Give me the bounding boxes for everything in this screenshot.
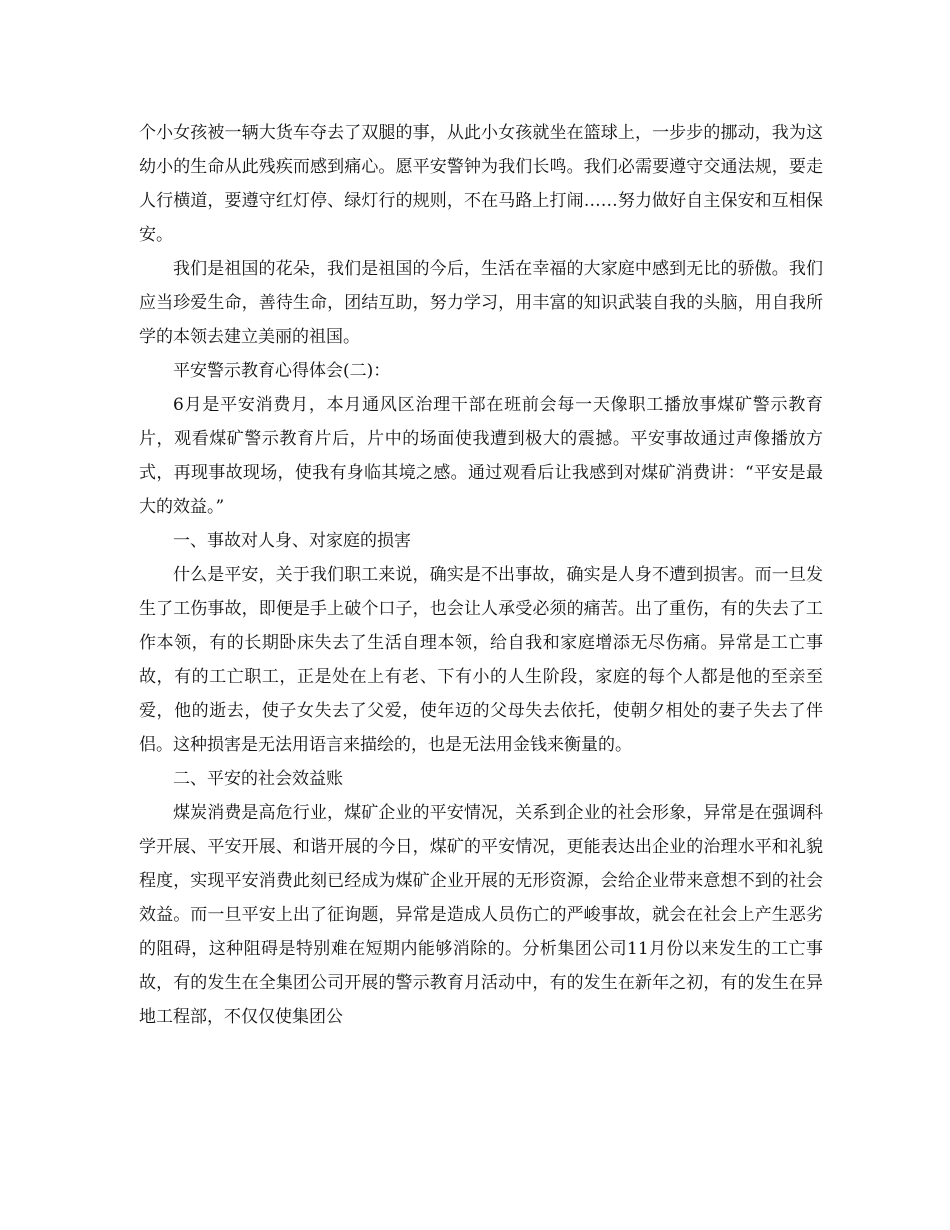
- heading-social-benefit: 二、平安的社会效益账: [173, 769, 343, 789]
- paragraph-safety-month: 6月是平安消费月，本月通风区治理干部在班前会每一天像职工播放事煤矿警示教育片，观看煤矿警示教育片后，片中的场面使我遭到极大的震撼。平安事故通过声像播放方式，再现事故现场，使我有身临其境之感。通过观看后让我感到对煤矿消费讲：“平安是最大的效益。”: [139, 395, 823, 517]
- paragraph-what-is-safety: 什么是平安，关于我们职工来说，确实是不出事故，确实是人身不遭到损害。而一旦发生了工伤事故，即便是手上破个口子，也会让人承受必须的痛苦。出了重伤，有的失去了工作本领，有的长期卧床失去了生活自理本领，给自我和家庭增添无尽伤痛。异常是工亡事故，有的工亡职工，正是处在上有老、下有小的人生阶段，家庭的每个人都是他的至亲至爱，他的逝去，使子女失去了父爱，使年迈的父母失去依托，使朝夕相处的妻子失去了伴侣。这种损害是无法用语言来描绘的，也是无法用金钱来衡量的。: [139, 565, 823, 755]
- paragraph-flowers-of-motherland: 我们是祖国的花朵，我们是祖国的今后，生活在幸福的大家庭中感到无比的骄傲。我们应当珍爱生命，善待生命，团结互助，努力学习，用丰富的知识武装自我的头脑，用自我所学的本领去建立美丽的祖国。: [139, 259, 823, 347]
- document-page: [139, 116, 823, 1034]
- paragraph-continuation: 个小女孩被一辆大货车夺去了双腿的事，从此小女孩就坐在篮球上，一步步的挪动，我为这幼小的生命从此残疾而感到痛心。愿平安警钟为我们长鸣。我们必需要遵守交通法规，要走人行横道，要遵守红灯停、绿灯行的规则，不在马路上打闹……努力做好自主保安和互相保安。: [139, 123, 823, 245]
- heading-personal-family-harm: 一、事故对人身、对家庭的损害: [173, 531, 411, 551]
- section-title-essay-two: 平安警示教育心得体会(二)：: [173, 361, 391, 381]
- paragraph-coal-industry: 煤炭消费是高危行业，煤矿企业的平安情况，关系到企业的社会形象，异常是在强调科学开展、平安开展、和谐开展的今日，煤矿的平安情况，更能表达出企业的治理水平和礼貌程度，实现平安消费此刻已经成为煤矿企业开展的无形资源，会给企业带来意想不到的社会效益。而一旦平安上出了征询题，异常是造成人员伤亡的严峻事故，就会在社会上产生恶劣的阻碍，这种阻碍是特别难在短期内能够消除的。分析集团公司11月份以来发生的工亡事故，有的发生在全集团公司开展的警示教育月活动中，有的发生在新年之初，有的发生在异地工程部，不仅仅使集团公: [139, 803, 823, 1027]
